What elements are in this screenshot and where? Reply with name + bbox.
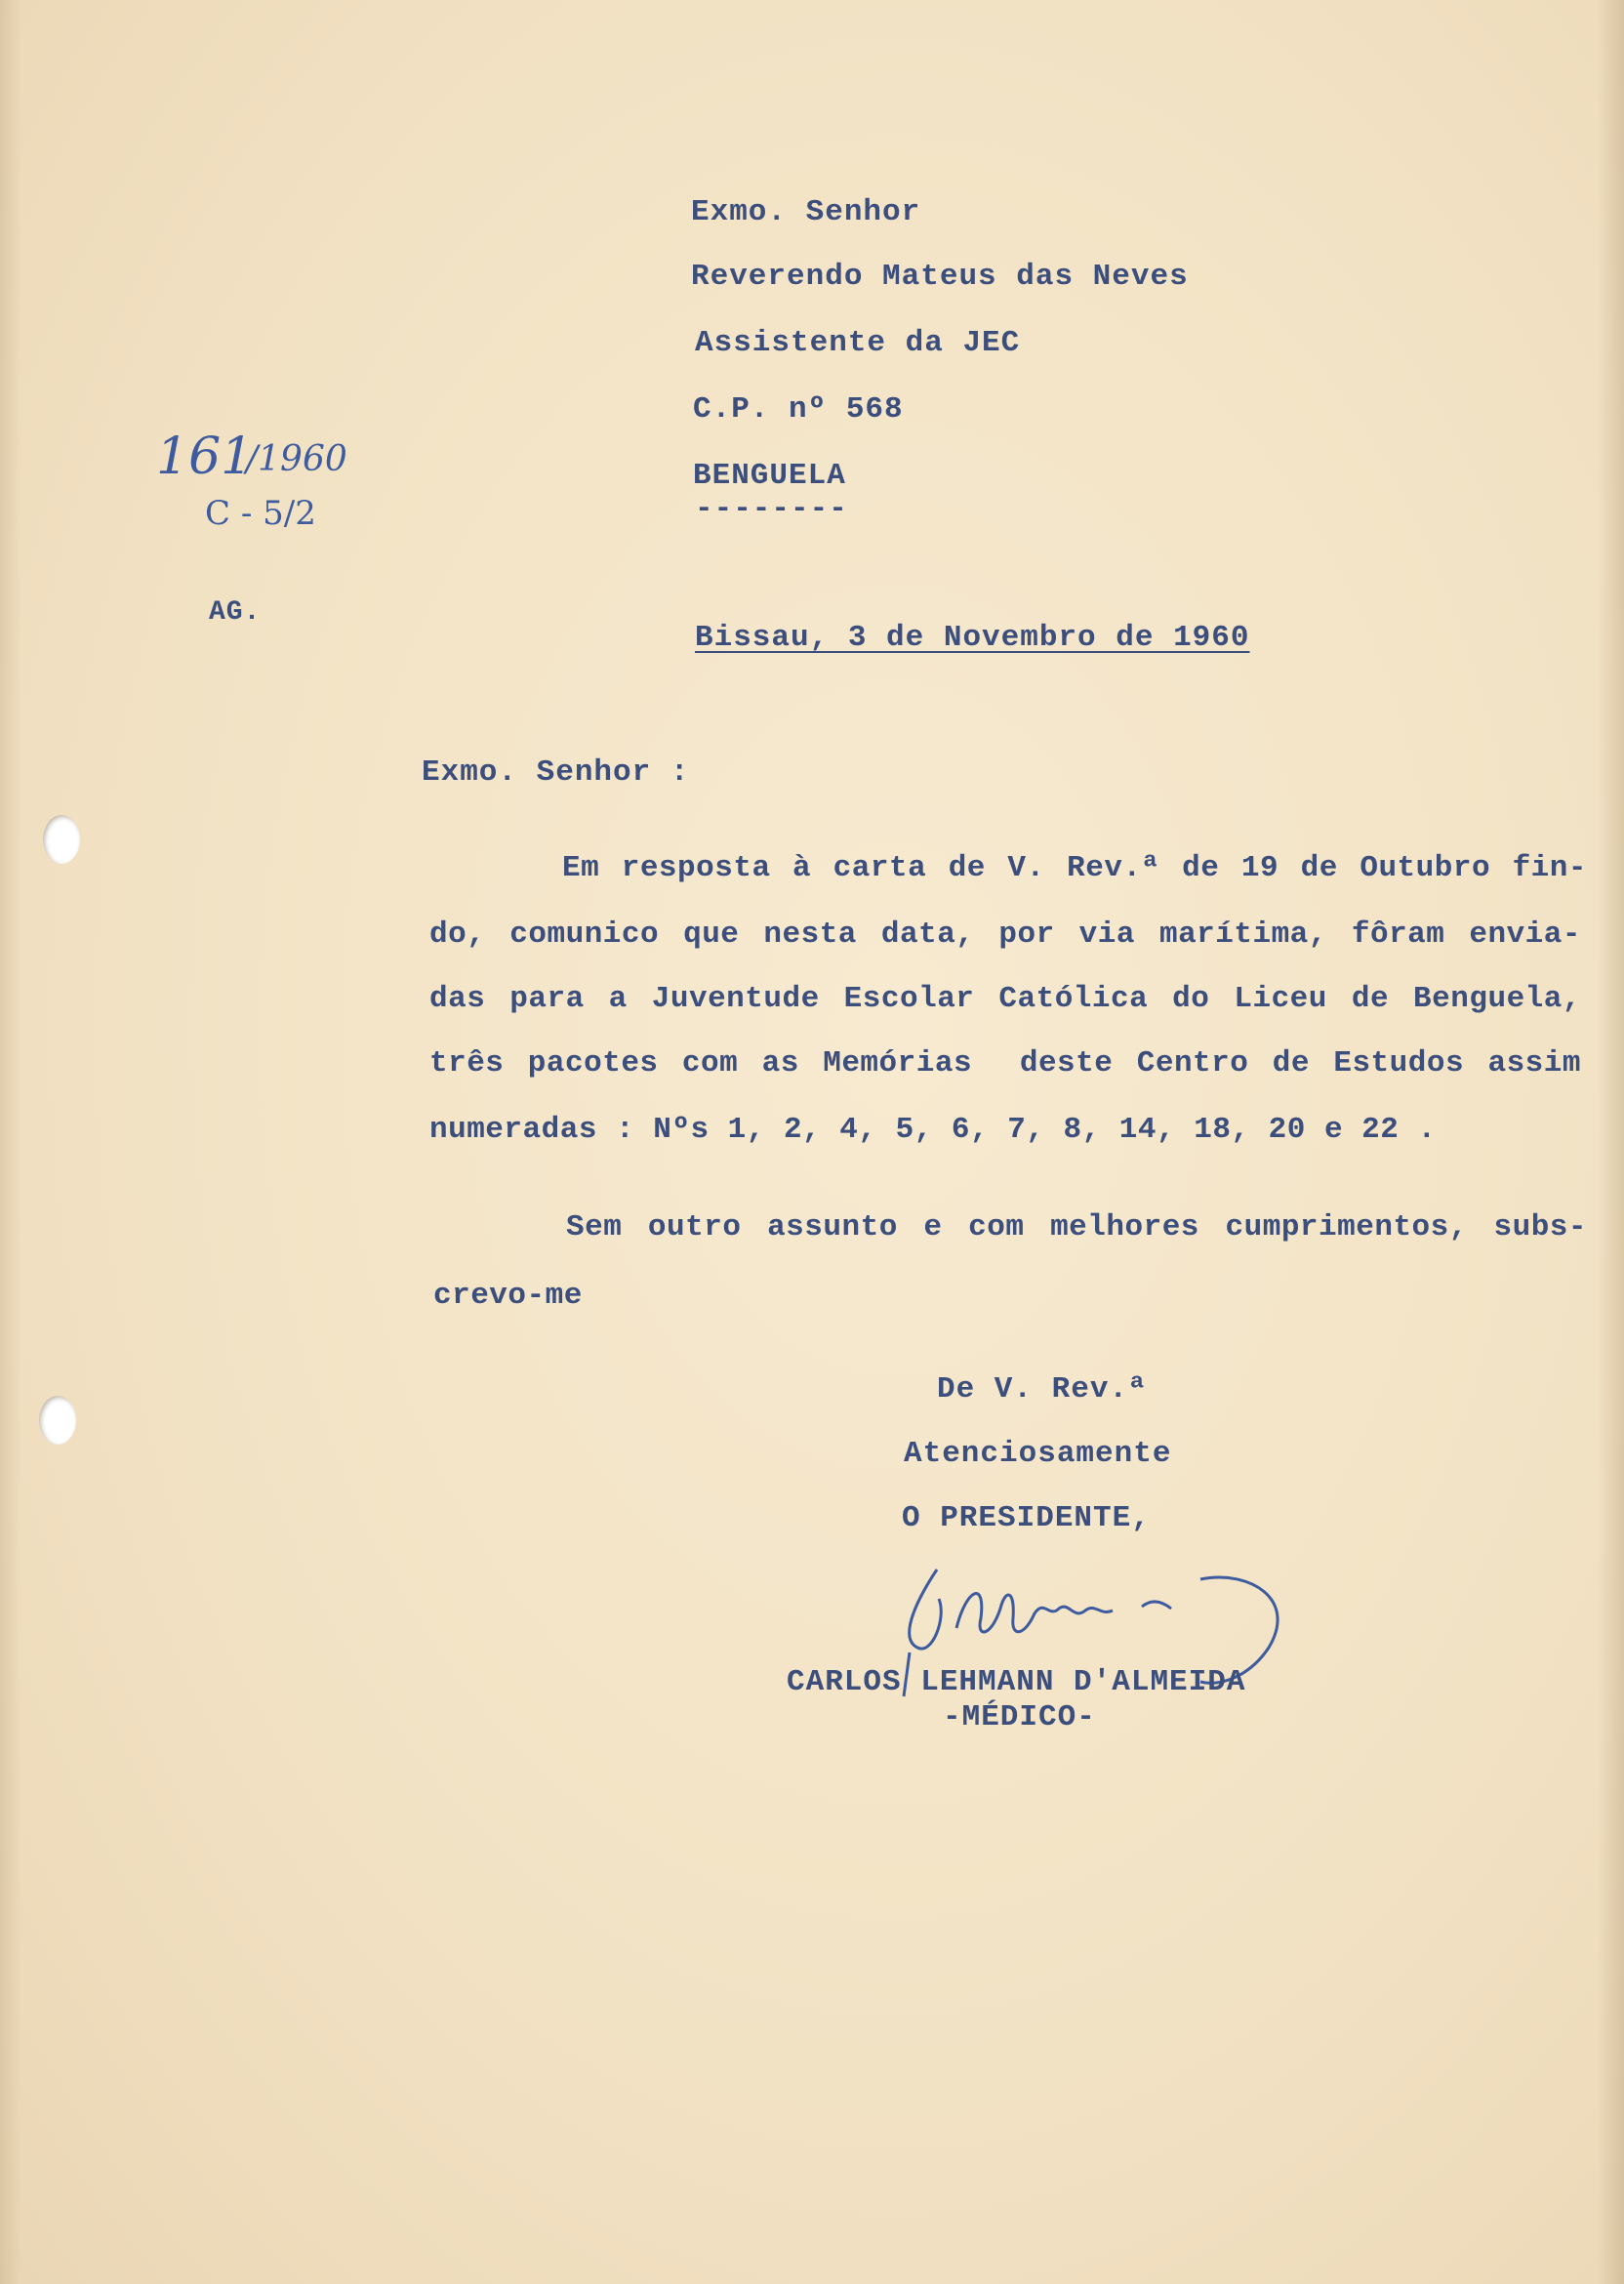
address-city: BENGUELA bbox=[693, 459, 846, 493]
reference-number: 161 bbox=[156, 428, 254, 486]
body-line: Sem outro assunto e com melhores cumprimentos, subs- bbox=[566, 1210, 1587, 1244]
address-role: Assistente da JEC bbox=[695, 326, 1021, 360]
body-line: das para a Juventude Escolar Católica do Liceu de Benguela, bbox=[429, 982, 1581, 1016]
body-line: Em resposta à carta de V. Rev.ª de 19 de Outubro fin- bbox=[562, 851, 1587, 885]
body-line: crevo-me bbox=[433, 1279, 583, 1313]
closing-line: De V. Rev.ª bbox=[937, 1372, 1148, 1407]
paper-edge-left bbox=[0, 0, 21, 2284]
closing-line: O PRESIDENTE, bbox=[902, 1501, 1151, 1535]
paper-edge-right bbox=[1597, 0, 1624, 2284]
punch-hole bbox=[39, 1396, 76, 1445]
reference-initials: AG. bbox=[209, 597, 262, 628]
address-city-rule: -------- bbox=[695, 492, 848, 526]
closing-line: Atenciosamente bbox=[904, 1437, 1172, 1471]
greeting: Exmo. Senhor : bbox=[422, 755, 690, 790]
date-line: Bissau, 3 de Novembro de 1960 bbox=[695, 621, 1250, 655]
reference-year: /1960 bbox=[246, 439, 347, 479]
address-po-box: C.P. nº 568 bbox=[693, 392, 904, 427]
address-salutation: Exmo. Senhor bbox=[691, 195, 921, 229]
reference-file-code: C - 5/2 bbox=[205, 494, 316, 533]
signatory-name: CARLOS LEHMANN D'ALMEIDA bbox=[787, 1665, 1246, 1699]
signatory-title: -MÉDICO- bbox=[943, 1700, 1096, 1734]
body-line: numeradas : Nºs 1, 2, 4, 5, 6, 7, 8, 14, 18, 20 e 22 . bbox=[429, 1113, 1437, 1147]
punch-hole bbox=[43, 815, 80, 864]
address-name: Reverendo Mateus das Neves bbox=[691, 260, 1189, 294]
body-line: três pacotes com as Memórias deste Centro de Estudos assim bbox=[429, 1046, 1581, 1081]
body-line: do, comunico que nesta data, por via marítima, fôram envia- bbox=[429, 918, 1581, 952]
